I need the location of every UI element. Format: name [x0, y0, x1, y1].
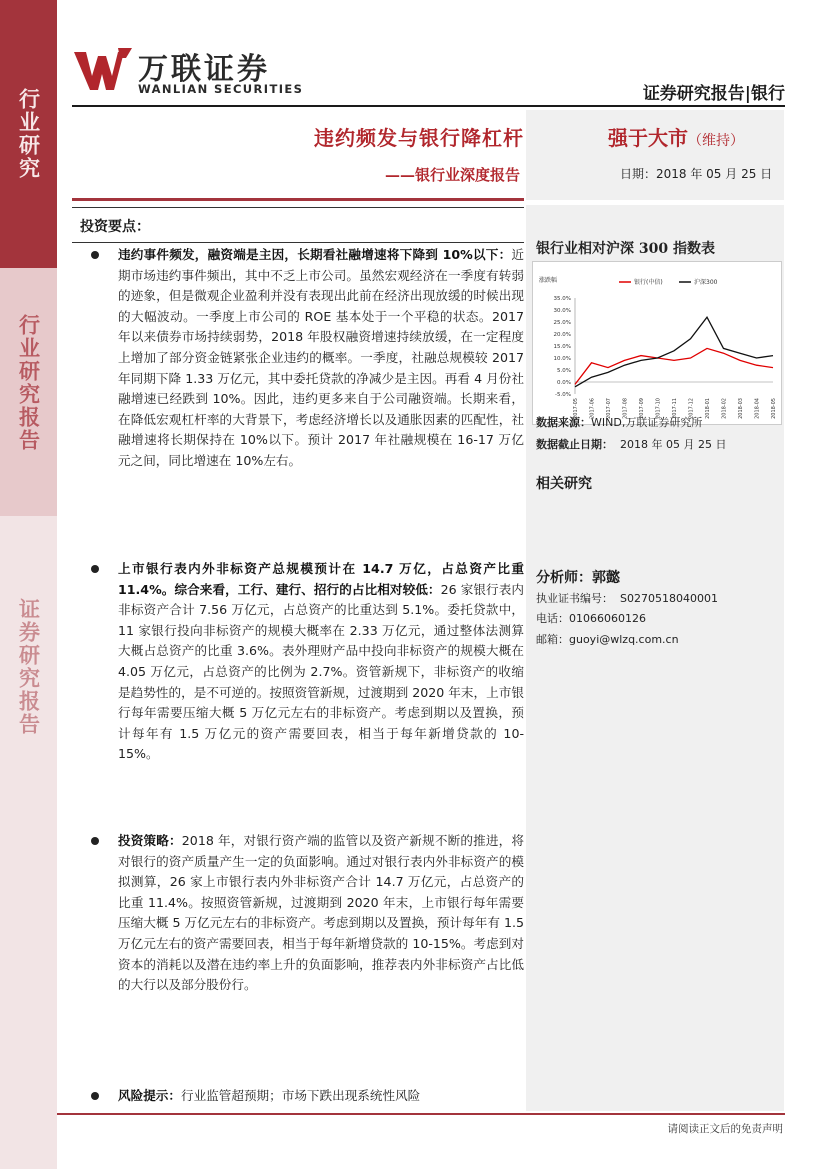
y-tick-label: 20.0%	[553, 332, 571, 338]
series-line	[575, 317, 773, 387]
legend-label: 银行(中信)	[634, 279, 663, 286]
y-tick-label: 25.0%	[553, 320, 571, 326]
bullet-dot-icon	[91, 251, 99, 259]
page-title: 违约频发与银行降杠杆	[314, 126, 524, 150]
bullet-text	[118, 559, 524, 765]
chart-title: 银行业相对沪深 300 指数表	[536, 241, 715, 257]
chart-box	[532, 261, 782, 425]
bullet-body: 2018 年，对银行资产端的监管以及资产新规不断的推进，将对银行的资产质量产生一定的负面影响。通过对银行表内外非标资产的模拟测算，26 家上市银行表内外非标资产合计 14.7 万亿元，占总资产的比重 11.4%。按照资管新规，过渡期到 2020 年末，上市银行每年需要压缩大概 5 万亿元左右的非标资产。考虑到期以及置换，预计每年有 1.5 万亿元左右的资产需要回表，相当于每年新增贷款的 10-15%。考虑到对资本的消耗以及潜在违约率上升的负面影响，推荐表内外非标资产占比低的大行以及部分股份行。	[118, 833, 525, 993]
sidebar-block-industry-report	[0, 268, 57, 516]
bullet-heading: 上市银行表内外非标资产总规模预计在 14.7 万亿，占总资产比重 11.4%。综合来看，工行、建行、招行的占比相对较低：	[118, 561, 524, 597]
analyst-cert-label: 执业证书编号：	[536, 592, 613, 605]
data-cutoff-value: 2018 年 05 月 25 日	[620, 438, 727, 451]
bullet-heading: 投资策略：	[118, 833, 182, 848]
footer-disclaimer: 请阅读正文后的免责声明	[667, 1123, 783, 1135]
analyst-email-label: 邮箱：	[536, 633, 569, 646]
y-tick-label: 15.0%	[553, 344, 571, 350]
report-type: 证券研究报告|银行	[642, 84, 785, 104]
analyst-phone-label: 电话：	[536, 612, 569, 625]
page-subtitle: ——银行业深度报告	[384, 166, 520, 184]
y-tick-label: 10.0%	[553, 356, 571, 362]
rating-panel	[526, 110, 784, 200]
wanlian-logo-icon	[74, 46, 132, 92]
bullet-body: 行业监管超预期；市场下跌出现系统性风险	[180, 1088, 421, 1103]
data-source-value: WIND,万联证券研究所	[591, 416, 703, 429]
investment-points-header	[72, 207, 524, 243]
logo-text-en: WANLIAN SECURITIES	[138, 82, 304, 96]
analyst-email-value[interactable]: guoyi@wlzq.com.cn	[569, 633, 679, 646]
analyst-cert	[536, 590, 718, 606]
x-tick-label: 2018-03	[738, 398, 744, 419]
bullet-dot-icon	[91, 837, 99, 845]
bullet-text	[118, 1086, 524, 1107]
bullet-dot-icon	[91, 1092, 99, 1100]
x-tick-label: 2018-05	[771, 398, 777, 419]
x-tick-label: 2018-04	[754, 398, 761, 419]
rating	[608, 122, 744, 151]
rating-note: （维持）	[688, 133, 744, 149]
sidebar-text-securities-report: 证券研究报告	[16, 598, 42, 736]
analyst-name: 分析师：郭懿	[536, 570, 620, 586]
related-research-heading: 相关研究	[536, 476, 592, 492]
bullet-body: 26 家银行表内非标资产合计 7.56 万亿元，占总资产的比重达到 5.1%。委托贷款中，11 家银行投向非标资产的规模大概率在 2.33 万亿元，通过整体法测算大概占总资产的比重 3.6%。表外理财产品中投向非标资产的规模大概在 4.05 万亿元，占总资产的比例为 2.7%。资管新规下，非标资产的收缩是趋势性的，是不可逆的。按照资管新规，过渡期到 2020 年末，上市银行每年需要压缩大概 5 万亿元左右的非标资产。考虑到期以及置换，预计每年有 1.5 万亿元的资产需要回表，相当于每年新增贷款的 10-15%。	[118, 581, 524, 762]
data-source	[536, 414, 702, 430]
sidebar-text-industry: 行业研究	[16, 88, 42, 180]
analyst-phone	[536, 610, 646, 626]
bullet-heading: 风险提示：	[118, 1088, 181, 1103]
analyst-phone-value: 01066060126	[569, 612, 646, 625]
y-tick-label: 35.0%	[553, 296, 571, 302]
bullet-heading: 违约事件频发，融资端是主因，长期看社融增速将下降到 10%以下：	[118, 247, 512, 262]
bullet-dot-icon	[91, 565, 99, 573]
bullet-text	[118, 831, 524, 996]
x-tick-label: 2017-05	[573, 398, 579, 419]
sidebar	[0, 0, 57, 1169]
x-tick-label: 2017-09	[639, 398, 645, 419]
bullet-body: 近期市场违约事件频出，其中不乏上市公司。虽然宏观经济在一季度有转弱的迹象，但是微观企业盈利并没有表现出此前在经济出现放缓的时候出现的大幅波动。一季度上市公司的 ROE 基本处于一个平稳的状态。2017 年以来债券市场持续弱势，2018 年股权融资增速持续放缓，在一定程度上增加了部分资金链紧张企业违约的概率。一季度，社融总规模较 2017 年同期下降 1.33 万亿元，其中委托贷款的净减少是主因。再看 4 月份社融增速已经跌到 10%。因此，违约更多来自于公司融资端。长期来看，在降低宏观杠杆率的大背景下，考虑经济增长以及通胀因素的匹配性，社融增速将长期保持在 10%以下。预计 2017 年社融规模在 16-17 万亿元之间，同比增速在 10%左右。	[118, 247, 524, 468]
x-tick-label: 2018-02	[721, 398, 728, 419]
data-cutoff	[536, 436, 726, 452]
y-tick-label: 5.0%	[557, 368, 571, 374]
x-tick-label: 2017-11	[672, 398, 678, 419]
footer-divider	[57, 1113, 785, 1115]
relative-index-chart	[533, 262, 781, 424]
report-date: 日期：2018 年 05 月 25 日	[620, 167, 773, 181]
analyst-email	[536, 631, 679, 647]
logo-text-cn: 万联证券	[138, 52, 270, 87]
x-tick-label: 2017-06	[589, 398, 596, 419]
sidebar-block-securities-report	[0, 516, 57, 1169]
y-axis-label: 涨跌幅	[539, 277, 558, 284]
header-divider	[72, 105, 785, 107]
data-source-label: 数据来源：	[536, 416, 591, 429]
bullet-text	[118, 245, 524, 472]
y-tick-label: -5.0%	[555, 392, 571, 398]
x-tick-label: 2017-07	[606, 398, 612, 419]
sidebar-block-industry	[0, 0, 57, 268]
x-tick-label: 2017-10	[655, 398, 662, 419]
y-tick-label: 0.0%	[557, 380, 571, 386]
x-tick-label: 2017-12	[688, 398, 695, 419]
sidebar-text-industry-report: 行业研究报告	[16, 314, 42, 452]
legend-label: 沪深300	[694, 279, 718, 286]
y-tick-label: 30.0%	[553, 308, 571, 314]
x-tick-label: 2017-08	[622, 398, 629, 419]
title-area	[72, 110, 524, 200]
investment-points-label: 投资要点：	[80, 219, 150, 235]
right-panel	[526, 205, 784, 1111]
rating-value: 强于大市	[608, 126, 688, 150]
data-cutoff-label: 数据截止日期：	[536, 438, 613, 451]
title-divider	[72, 198, 524, 201]
x-tick-label: 2018-01	[705, 398, 711, 419]
analyst-cert-value: S0270518040001	[620, 592, 718, 605]
